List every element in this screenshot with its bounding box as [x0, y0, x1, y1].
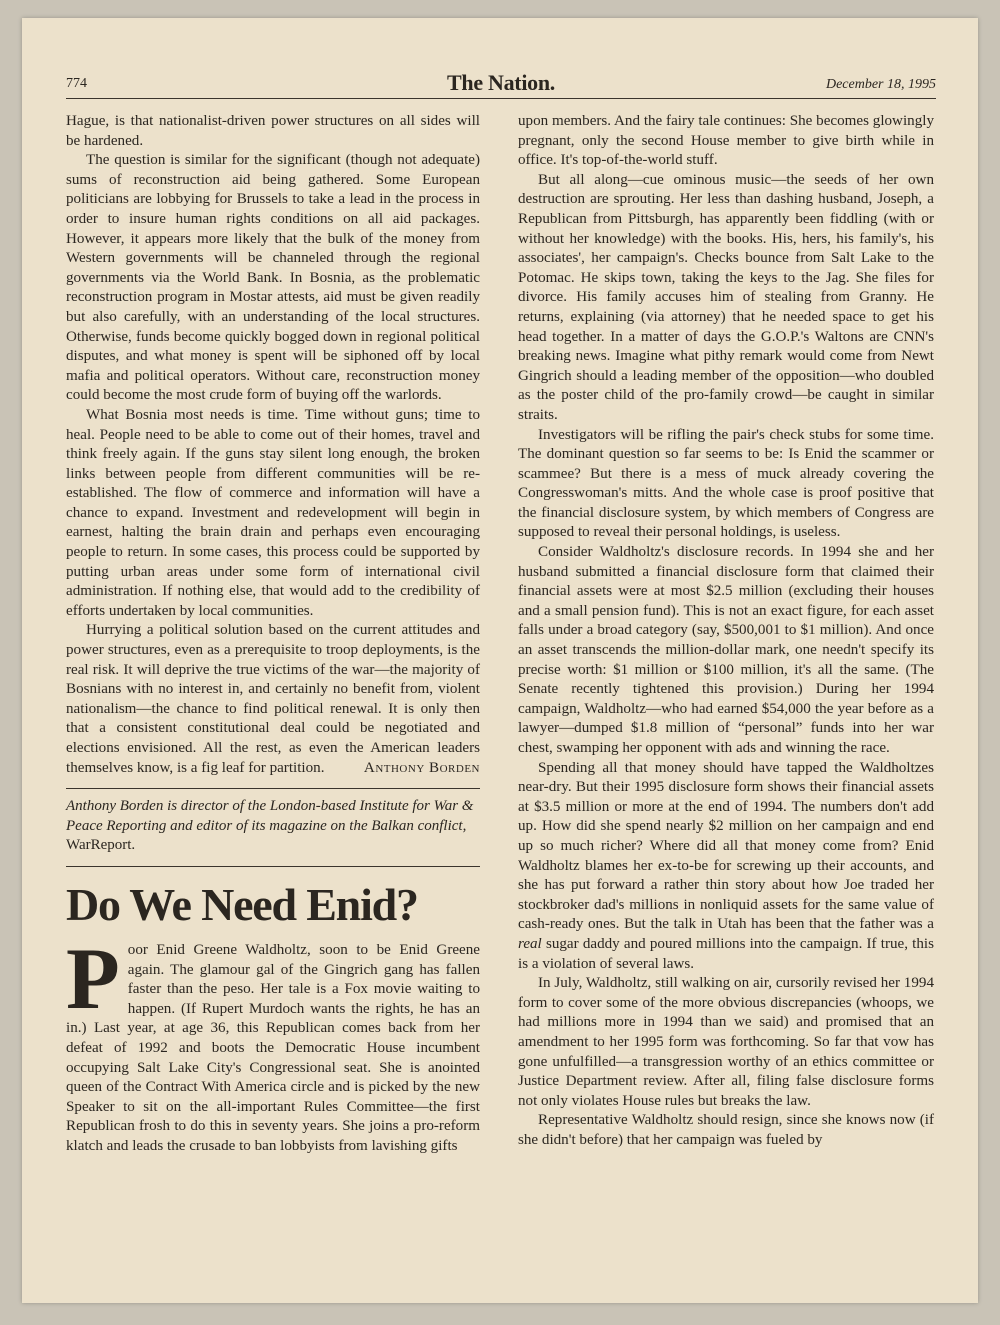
left-column [66, 112, 480, 1157]
issue-date: December 18, 1995 [825, 77, 936, 92]
drop-cap: P [66, 930, 120, 1028]
paragraph: Consider Waldholtz's disclosure records. In 1994 she and her husband submitted a financial disclosure form that claimed their financial assets were at most $2.5 million (excluding their houses and a small pension fund). This is not an exact figure, for each asset falls under a broad category (say, $500,001 to $1 million). And once an asset transcends the million-dollar mark, one needn't specify its precise worth: $1 million or $100 million, it's all the same. (The Senate recently tightened this provision.) During her 1994 campaign, Waldholtz—who had earned $54,000 the year before as a lawyer—dumped $1.8 million of “personal” funds into her war chest, swamping her opponent with ads and winning the race. [518, 544, 934, 756]
page-number: 774 [66, 76, 87, 91]
divider [66, 788, 480, 789]
paragraph: Hague, is that nationalist-driven power structures on all sides will be hardened. [66, 113, 480, 149]
paragraph-text: sugar daddy and poured millions into the campaign. If true, this is a violation of several laws. [518, 935, 934, 972]
paragraph: Representative Waldholtz should resign, since she knows now (if she didn't before) that her campaign was fueled by [518, 1112, 934, 1148]
author-signature: Anthony Borden [363, 759, 480, 776]
article-headline: Do We Need Enid? [66, 878, 418, 930]
emphasis: real [518, 935, 542, 952]
paragraph: Investigators will be rifling the pair's check stubs for some time. The dominant question so far seems to be: Is Enid the scammer or scammee? But there is a mess of muck already covering the Congresswoman's mitts. And the whole case is proof positive that the financial disclosure system, by which members of Congress are supposed to reveal their personal holdings, is useless. [518, 426, 934, 541]
author-bio [66, 797, 480, 856]
page-header [66, 72, 936, 99]
publication-name: The Nation. [447, 70, 555, 95]
divider [66, 866, 480, 867]
paragraph: But all along—cue ominous music—the seeds of her own destruction are sprouting. Her less than dashing husband, Joseph, a Republican from Pittsburgh, has apparently been fiddling (with or without her knowledge) with the books. His, hers, his family's, his associates', her campaign's. Checks bounce from Salt Lake to the Potomac. He skips town, taking the keys to the Jag. She files for divorce. His family accuses him of stealing from Granny. He returns, explaining (via attorney) that he needed space to get his head together. In a matter of days the G.O.P.'s Waltons are CNN's breaking news. Imagine what pithy remark would come from Newt Gingrich should a leading member of the opposition—who doubled as the poster child of the pro-family crowd—be caught in similar straits. [518, 171, 934, 423]
author-bio-text: Anthony Borden is director of the London-based Institute for War & Peace Reporting and editor of its magazine on the Balkan conflict, [66, 798, 474, 834]
paragraph: Hurrying a political solution based on the current attitudes and power structures, even as a prerequisite to troop deployments, is the real risk. It will deprive the true victims of the war—the majority of Bosnians with no interest in, and certainly no benefit from, violent nationalism—the chance to find political renewal. It is only then that a consistent constitutional deal could be negotiated and elections envisioned. All the rest, as even the American leaders themselves know, is a fig leaf for partition. [66, 622, 480, 776]
paragraph-text: Spending all that money should have tapped the Waldholtzes near-dry. But their 1995 disclosure form shows their financial assets at $3.5 million or more at the end of 1994. The numbers don't add up. How did she spend nearly $2 million on her campaign and end up so much richer? Where did all that money come from? Enid Waldholtz blames her ex-to-be for screwing up their accounts, and she has put forward a rather thin story about how Joe traded her stockbroker dad's millions in nonliquid assets for the same value of cash-ready ones. But the talk in Utah has been that the father was a [518, 759, 934, 933]
paragraph-with-signature [66, 621, 480, 778]
paragraph: upon members. And the fairy tale continues: She becomes glowingly pregnant, only the second House member to give birth while in office. It's top-of-the-world stuff. [518, 113, 934, 169]
lead-paragraph-text: oor Enid Greene Waldholtz, soon to be Enid Greene again. The glamour gal of the Gingrich gang has fallen faster than the peso. Her tale is a Fox movie waiting to happen. (If Rupert Murdoch wants the rights, he has an in.) Last year, at age 36, this Republican comes back from her defeat of 1992 and boots the Democratic House incumbent occupying Salt Lake City's Congressional seat. She is anointed queen of the Contract With America circle and is picked by the new Speaker to sit on the all-important Rules Committee—the first Republican frosh to do this in seventy years. She joins a pro-reform klatch and leads the crusade to ban lobbyists from lavishing gifts [66, 941, 480, 1154]
paragraph: What Bosnia most needs is time. Time without guns; time to heal. People need to be able to come out of their homes, travel and think freely again. If the guns stay silent long enough, the broken links between people from different communities will be re-established. The flow of commerce and information will have a chance to expand. Investment and redevelopment will begin in earnest, halting the brain drain and perhaps even encouraging people to return. In some cases, this process could be supported by putting urban areas under some form of international civil administration. If nothing else, that would add to the credibility of efforts undertaken by local communities. [66, 406, 480, 619]
right-column [518, 112, 934, 1150]
paragraph: The question is similar for the significant (though not adequate) sums of reconstruction aid being gathered. Some European politicians are lobbying for Brussels to take a lead in the process in order to insure human rights conditions on all aid packages. However, it appears more likely that the bulk of the money from Western governments will be channeled through the regional governments via the World Bank. In Bosnia, as the problematic reconstruction program in Mostar attests, aid must be given readily but also carefully, with an understanding of the local structures. Otherwise, funds become quickly bogged down in regional political disputes, and what money is spent will be siphoned off by local mafia and political operators. Without care, reconstruction money could become the most crude form of buying off the warlords. [66, 152, 480, 404]
paragraph [518, 759, 934, 975]
article-lead-paragraph [66, 930, 480, 1157]
paragraph: In July, Waldholtz, still walking on air, cursorily revised her 1994 form to cover some of the more obvious discrepancies (whoops, we had millions more in 1994 than we said) and promised that an amendment to her 1995 form was forthcoming. So far that vow has gone unfulfilled—a transgression worthy of an ethics committee or Justice Department review. After all, filing false disclosure forms not only violates House rules but breaks the law. [518, 975, 934, 1109]
magazine-title: WarReport. [66, 837, 136, 854]
